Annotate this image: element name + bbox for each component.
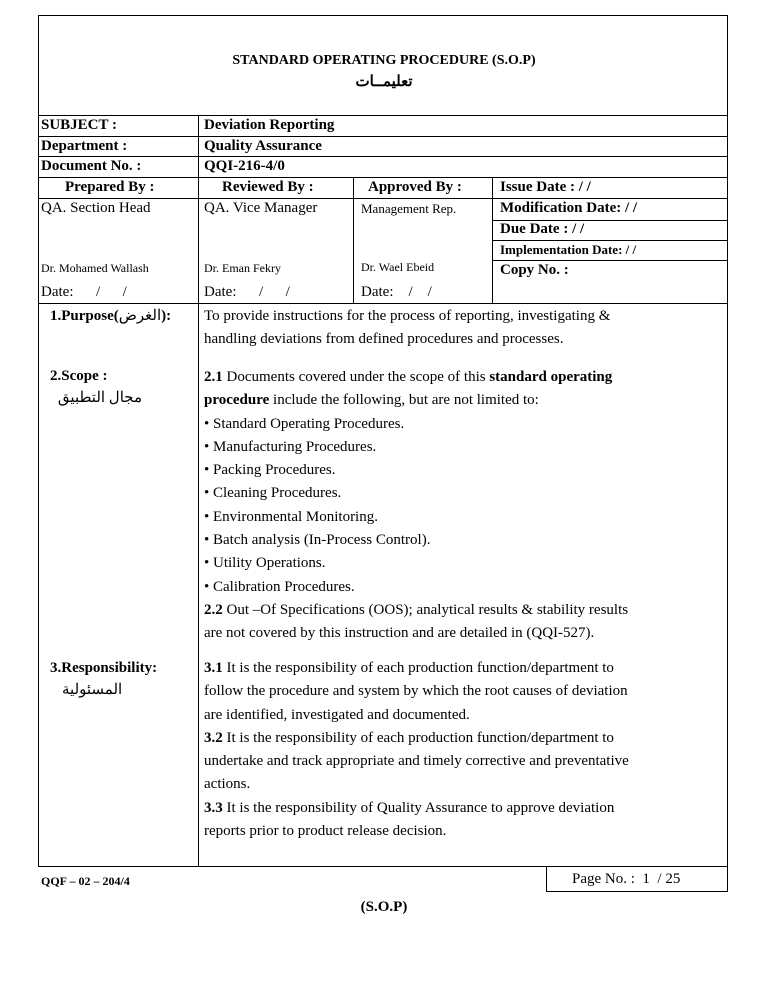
list-item: • Batch analysis (In-Process Control). (204, 532, 431, 549)
prepared-by-label: Prepared By : (65, 179, 155, 195)
form-code: QQF – 02 – 204/4 (41, 874, 130, 888)
list-item: • Environmental Monitoring. (204, 508, 378, 525)
scope-21-bold: procedure (204, 392, 270, 409)
resp-33-number: 3.3 (204, 799, 223, 816)
scope-21-text: include the following, but are not limited to: (269, 392, 539, 409)
approved-name: Dr. Wael Ebeid (361, 260, 435, 274)
page-number: Page No. : 1 / 25 (572, 871, 681, 887)
rule (492, 240, 728, 241)
scope-22-text: are not covered by this instruction and are detailed in (QQI-527). (204, 625, 595, 642)
rule (38, 156, 728, 157)
document-title-arabic: تعليمــات (355, 74, 413, 90)
reviewed-name: Dr. Eman Fekry (204, 261, 281, 275)
issue-date: Issue Date : / / (500, 179, 591, 195)
resp-33-text: It is the responsibility of Quality Assurance to approve deviation (222, 799, 615, 816)
column-divider (198, 115, 199, 866)
rule (38, 303, 728, 304)
copy-number: Copy No. : (500, 262, 569, 278)
list-item: • Packing Procedures. (204, 462, 336, 479)
column-divider (353, 177, 354, 303)
prepared-name: Dr. Mohamed Wallash (41, 261, 149, 275)
list-item: • Utility Operations. (204, 555, 326, 572)
resp-32-text: It is the responsibility of each production function/department to (222, 729, 614, 746)
scope-21-bold: standard operating (489, 369, 613, 385)
resp-32-text: undertake and track appropriate and timely corrective and preventative (204, 753, 629, 770)
date-prepared: Date: / / (41, 284, 127, 300)
document-number-label: Document No. : (41, 158, 142, 174)
date-reviewed: Date: / / (204, 284, 290, 300)
department-label: Department : (41, 138, 128, 154)
resp-31-text: It is the responsibility of each production function/department to (222, 660, 614, 676)
scope-21-text: Documents covered under the scope of this (222, 369, 490, 385)
table-top-rule (38, 115, 728, 116)
responsibility-heading: 3.Responsibility: (50, 660, 158, 676)
rule (492, 260, 728, 261)
purpose-text (204, 305, 610, 352)
reviewed-by-label: Reviewed By : (222, 179, 314, 195)
resp-31-text: are identified, investigated and documented. (204, 706, 470, 723)
resp-32-number: 3.2 (204, 729, 223, 746)
purpose-label: 1.Purpose( (50, 308, 119, 324)
due-date: Due Date : / / (500, 221, 585, 237)
responsibility-heading-arabic: المسئولية (62, 682, 123, 698)
date-approved: Date: / / (361, 284, 432, 300)
department-value: Quality Assurance (204, 138, 322, 154)
rule (38, 136, 728, 137)
list-item: • Standard Operating Procedures. (204, 415, 405, 432)
footer-sop: (S.O.P) (360, 899, 408, 915)
resp-33-text: reports prior to product release decision. (204, 823, 447, 840)
scope-22-number: 2.2 (204, 601, 223, 618)
purpose-label-arabic: الغرض (118, 308, 162, 324)
rule (38, 177, 728, 178)
responsibility-text (204, 657, 629, 843)
subject-label: SUBJECT : (41, 117, 117, 133)
resp-32-text: actions. (204, 776, 251, 793)
list-item: • Cleaning Procedures. (204, 485, 342, 502)
document-number-value: QQI-216-4/0 (204, 158, 285, 174)
implementation-date: Implementation Date: / / (500, 242, 637, 257)
modification-date: Modification Date: / / (500, 200, 638, 216)
approved-role: Management Rep. (361, 201, 457, 216)
rule (38, 198, 728, 199)
list-item: • Manufacturing Procedures. (204, 438, 377, 455)
scope-heading-arabic: مجال التطبيق (57, 390, 142, 406)
resp-31-number: 3.1 (204, 660, 223, 676)
scope-text (204, 366, 628, 646)
list-item: • Calibration Procedures. (204, 578, 355, 595)
scope-22-text: Out –Of Specifications (OOS); analytical results & stability results (222, 601, 629, 618)
purpose-heading (50, 306, 171, 325)
purpose-line: To provide instructions for the process of reporting, investigating & (204, 308, 611, 324)
purpose-label-tail: ): (161, 308, 172, 324)
scope-heading: 2.Scope : (50, 368, 108, 384)
document-title: STANDARD OPERATING PROCEDURE (S.O.P) (232, 53, 536, 68)
subject-value: Deviation Reporting (204, 117, 335, 133)
approved-by-label: Approved By : (368, 179, 462, 195)
reviewed-role: QA. Vice Manager (204, 200, 318, 216)
column-divider (492, 177, 493, 303)
scope-21-number: 2.1 (204, 369, 223, 385)
purpose-line: handling deviations from defined procedures and processes. (204, 331, 564, 348)
resp-31-text: follow the procedure and system by which the root causes of deviation (204, 683, 628, 700)
prepared-role: QA. Section Head (41, 200, 151, 216)
